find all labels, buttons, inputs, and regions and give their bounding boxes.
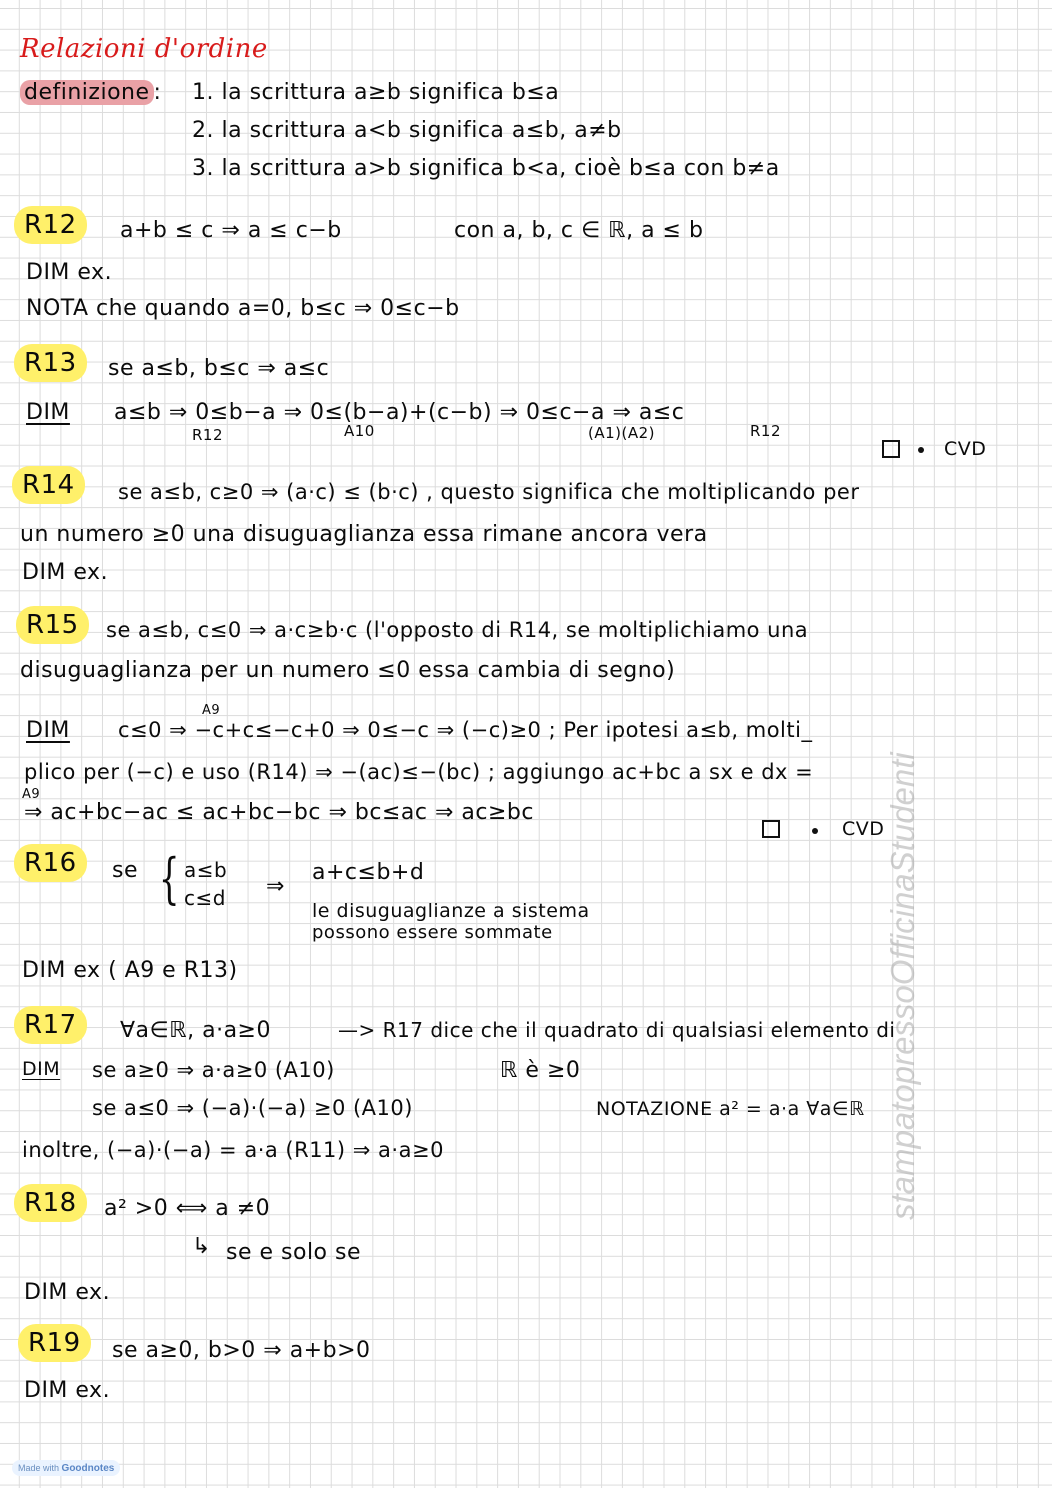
r15-statement-cont: disuguaglianza per un numero ≤0 essa cambia di segno) [20,658,676,683]
rule-tag-r19: R19 [18,1330,91,1356]
r16-note-2: possono essere sommate [312,922,553,943]
r16-sys-1: a≤b [184,858,228,882]
rule-tag-r17: R17 [14,1012,87,1038]
r15-dim-label: DIM [26,718,70,743]
r15-proof-2: plico per (−c) e uso (R14) ⇒ −(ac)≤−(bc) ; aggiungo ac+bc a sx e dx = [24,760,814,784]
r17-dim-label: DIM [22,1058,61,1080]
rule-tag-r14: R14 [12,472,85,498]
r13-ref-2: A10 [344,422,375,440]
r16-note-1: le disuguaglianze a sistema [312,900,590,922]
arrow-down-icon: ↳ [192,1234,211,1259]
r12-statement: a+b ≤ c ⇒ a ≤ c−b [120,218,342,243]
qed-box-icon [882,440,900,458]
r19-dim: DIM ex. [24,1378,111,1403]
r19-statement: se a≥0, b>0 ⇒ a+b>0 [112,1338,371,1363]
r13-proof: a≤b ⇒ 0≤b−a ⇒ 0≤(b−a)+(c−b) ⇒ 0≤c−a ⇒ a≤c [114,400,685,425]
r13-ref-1: R12 [192,426,224,444]
page-title: Relazioni d'ordine [20,34,268,64]
rule-tag-r15: R15 [16,612,89,638]
goodnotes-badge: Made with Goodnotes [12,1460,120,1476]
r16-arrow: ⇒ [266,874,285,899]
r13-ref-3: (A1)(A2) [588,424,656,442]
r15-ref-a9: A9 [202,703,221,718]
r14-dim: DIM ex. [22,560,109,585]
bullet-dot-icon [812,828,818,834]
definition-item-1: 1. la scrittura a≥b significa b≤a [192,80,560,105]
definition-item-2: 2. la scrittura a<b significa a≤b, a≠b [192,118,622,143]
r18-note: se e solo se [226,1240,362,1265]
r14-statement: se a≤b, c≥0 ⇒ (a·c) ≤ (b·c) , questo significa che moltiplicando per [118,480,860,504]
r15-proof-3: ⇒ ac+bc−ac ≤ ac+bc−bc ⇒ bc≤ac ⇒ ac≥bc [24,800,534,825]
r13-dim-label: DIM [26,400,70,425]
rule-tag-r12: R12 [14,212,87,238]
r17-comment: —> R17 dice che il quadrato di qualsiasi elemento di [338,1018,896,1042]
rule-tag-r16: R16 [14,850,87,876]
r17-case-2: se a≤0 ⇒ (−a)·(−a) ≥0 (A10) [92,1096,413,1120]
r15-statement: se a≤b, c≤0 ⇒ a·c≥b·c (l'opposto di R14, se moltiplichiamo una [106,618,809,642]
r14-statement-cont: un numero ≥0 una disuguaglianza essa rimane ancora vera [20,522,708,547]
qed-box-icon [762,820,780,838]
r13-statement: se a≤b, b≤c ⇒ a≤c [108,356,330,381]
r16-sys-2: c≤d [184,886,226,910]
r17-statement: ∀a∈ℝ, a·a≥0 [120,1018,271,1043]
r13-ref-4: R12 [750,422,782,440]
r17-comment-2: ℝ è ≥0 [500,1058,581,1083]
definition-highlight: definizione [20,80,154,105]
r15-cvd: CVD [842,818,885,840]
bullet-dot-icon [918,447,924,453]
rule-tag-r13: R13 [14,350,87,376]
watermark: stampatopressoOfficinaStudenti [884,752,921,1220]
r15-ref-a9b: A9 [22,787,41,802]
r12-condition: con a, b, c ∈ ℝ, a ≤ b [454,218,704,243]
r15-proof-1: c≤0 ⇒ −c+c≤−c+0 ⇒ 0≤−c ⇒ (−c)≥0 ; Per ipotesi a≤b, molti_ [118,718,813,742]
brace-icon: { [158,847,180,910]
r16-dim: DIM ex ( A9 e R13) [22,958,238,983]
r16-result: a+c≤b+d [312,860,425,885]
r13-cvd: CVD [944,438,987,460]
r12-nota: NOTA che quando a=0, b≤c ⇒ 0≤c−b [26,296,460,321]
r17-case-1: se a≥0 ⇒ a·a≥0 (A10) [92,1058,335,1082]
r18-dim: DIM ex. [24,1280,111,1305]
rule-tag-r18: R18 [14,1190,87,1216]
r17-inoltre: inoltre, (−a)·(−a) = a·a (R11) ⇒ a·a≥0 [22,1138,444,1162]
definition-item-3: 3. la scrittura a>b significa b<a, cioè b≤a con b≠a [192,156,780,181]
r17-notazione: NOTAZIONE a² = a·a ∀a∈ℝ [596,1098,865,1120]
definition-label: definizione : [20,82,161,104]
r16-se: se [112,858,138,883]
r18-statement: a² >0 ⟺ a ≠0 [104,1196,271,1221]
r12-dim: DIM ex. [26,260,113,285]
